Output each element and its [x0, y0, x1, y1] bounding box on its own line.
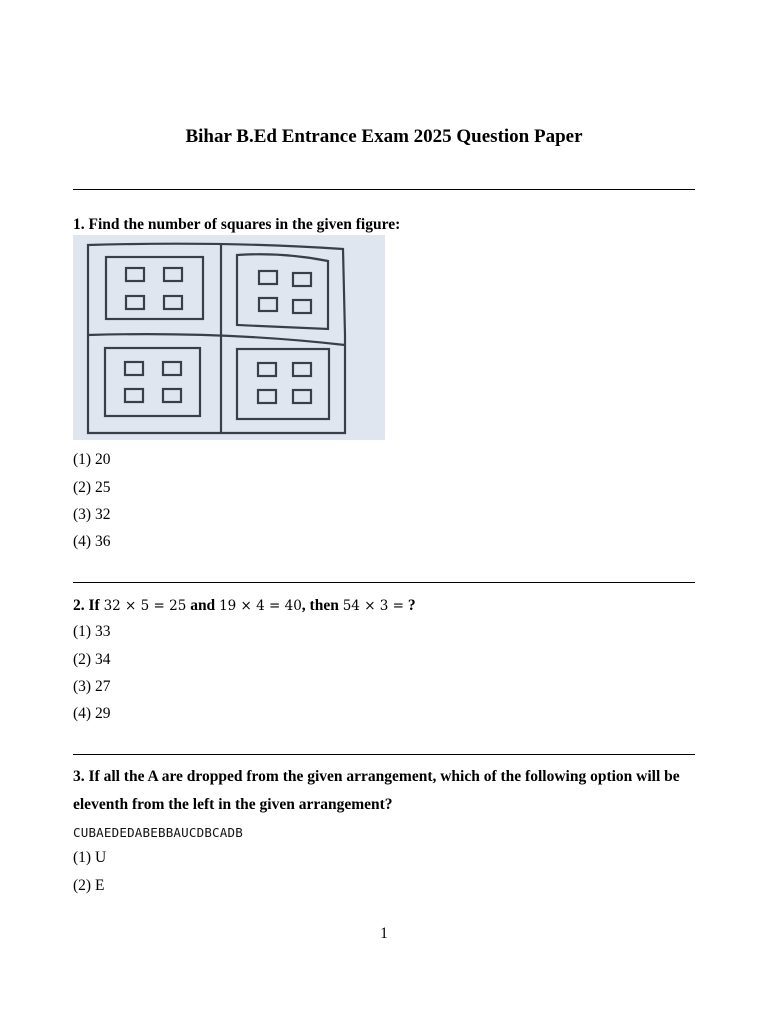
- horizontal-divider: [88, 334, 345, 345]
- divider: [73, 582, 695, 583]
- question-3-option-1: (1) U: [73, 849, 107, 866]
- question-1-option-1: (1) 20: [73, 451, 111, 468]
- panel-bottom-left: [105, 348, 200, 416]
- question-1-option-4: (4) 36: [73, 533, 111, 550]
- question-2-option-1: (1) 33: [73, 623, 111, 640]
- page-title: Bihar B.Ed Entrance Exam 2025 Question Paper: [185, 126, 583, 147]
- page-number: 1: [380, 925, 388, 942]
- question-3-stem: 3. If all the A are dropped from the given arrangement, which of the following option will be eleventh from the left in the given arrangement?: [73, 768, 680, 813]
- question-2-then: , then: [301, 597, 343, 614]
- question-1-figure: [73, 235, 385, 440]
- question-2-expression-2: 19 × 4 = 40: [219, 598, 302, 614]
- question-2-option-4: (4) 29: [73, 705, 111, 722]
- question-1-stem: 1. Find the number of squares in the given figure:: [73, 216, 401, 233]
- divider: [73, 189, 695, 190]
- divider: [73, 754, 695, 755]
- question-3-option-2: (2) E: [73, 877, 105, 894]
- question-2-suffix: ?: [403, 597, 416, 614]
- question-2-prefix: 2. If: [73, 597, 104, 614]
- question-2-option-3: (3) 27: [73, 678, 111, 695]
- question-2-stem: [73, 597, 416, 615]
- question-1-option-3: (3) 32: [73, 506, 111, 523]
- question-2-mid: and: [186, 597, 220, 614]
- panel-bottom-right: [237, 349, 329, 419]
- panel-top-left: [106, 257, 203, 319]
- question-2-expression-1: 32 × 5 = 25: [103, 598, 187, 614]
- question-3-sequence: CUBAEDEDABEBBAUCDBCADB: [73, 825, 243, 840]
- question-2-option-2: (2) 34: [73, 651, 111, 668]
- squares-figure-image: [73, 235, 385, 440]
- question-2-expression-3: 54 × 3 =: [342, 598, 404, 614]
- panel-top-right: [237, 254, 328, 329]
- question-1-option-2: (2) 25: [73, 479, 111, 496]
